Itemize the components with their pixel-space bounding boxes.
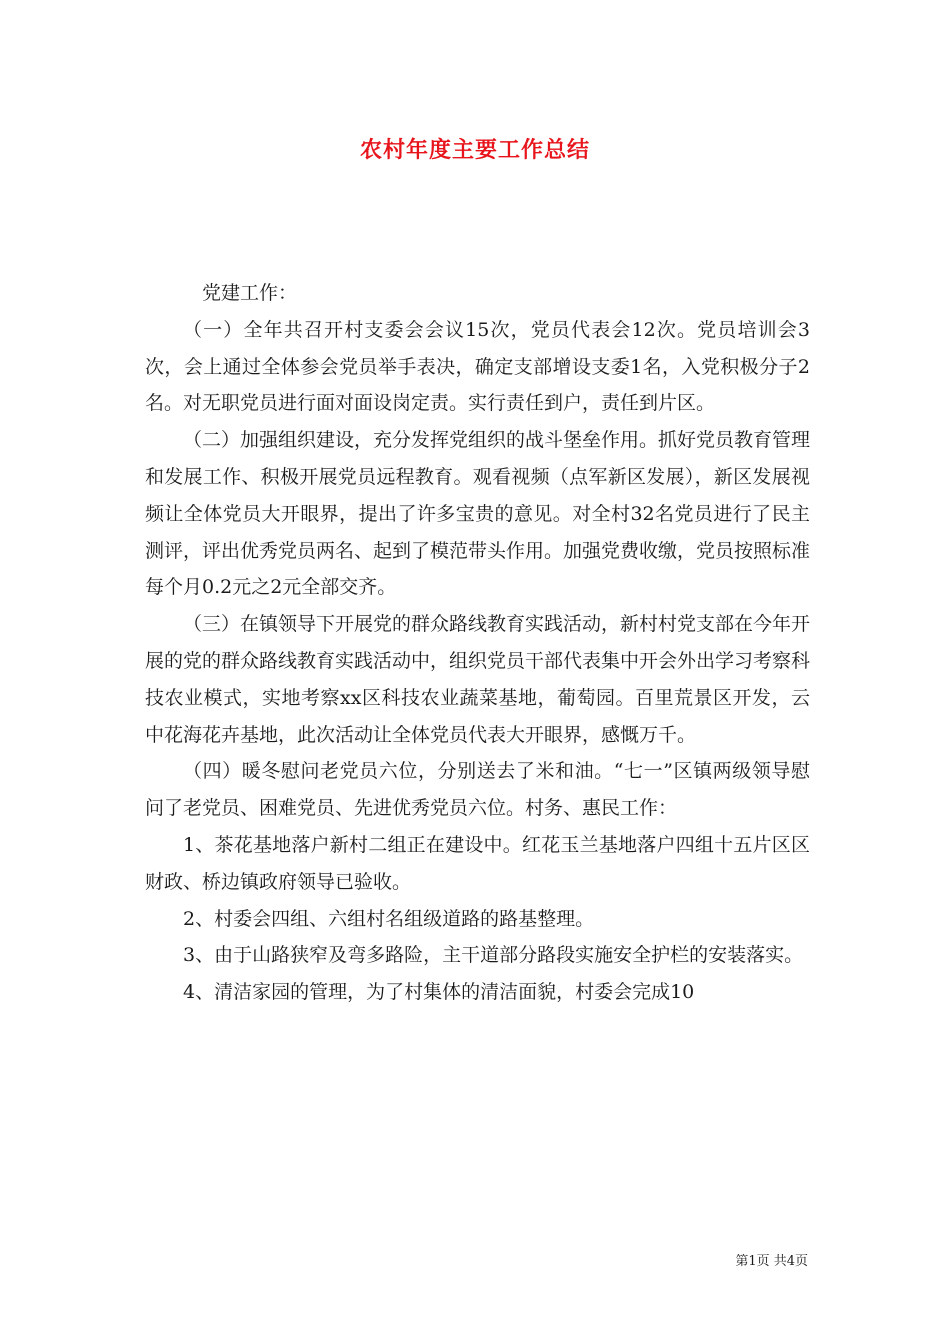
paragraph-4: （四）暖冬慰问老党员六位，分别送去了米和油。“七一”区镇两级领导慰问了老党员、困难党员、先进优秀党员六位。村务、惠民工作： [145,760,810,820]
document-title: 农村年度主要工作总结 [359,137,590,163]
list-item-2: 2、村委会四组、六组村名组级道路的路基整理。 [183,907,595,930]
list-item-3: 3、由于山路狭窄及弯多路险，主干道部分路段实施安全护栏的安装落实。 [183,944,804,967]
paragraph-1: （一）全年共召开村支委会会议15次，党员代表会12次。党员培训会3次，会上通过全体参会党员举手表决，确定支部增设支委1名，入党积极分子2名。对无职党员进行面对面设岗定责。实行责任到户，责任到片区。 [145,318,810,415]
page-number-footer: 第1页 共4页 [735,1254,808,1269]
list-item-1: 1、茶花基地落户新村二组正在建设中。红花玉兰基地落户四组十五片区区财政、桥边镇政府领导已验收。 [145,833,810,893]
paragraph-2: （二）加强组织建设，充分发挥党组织的战斗堡垒作用。抓好党员教育管理和发展工作、积极开展党员远程教育。观看视频（点军新区发展），新区发展视频让全体党员大开眼界，提出了许多宝贵的意见。对全村32名党员进行了民主测评，评出优秀党员两名、起到了模范带头作用。加强党费收缴，党员按照标准每个月0.2元之2元全部交齐。 [145,429,811,599]
document-body [145,275,810,1011]
list-item-4: 4、清洁家园的管理，为了村集体的清洁面貌，村委会完成10 [183,981,695,1004]
section-heading-party-building: 党建工作： [202,282,298,304]
paragraph-3: （三）在镇领导下开展党的群众路线教育实践活动，新村村党支部在今年开展的党的群众路线教育实践活动中，组织党员干部代表集中开会外出学习考察科技农业模式，实地考察xx区科技农业蔬菜基地，葡萄园。百里荒景区开发，云中花海花卉基地，此次活动让全体党员代表大开眼界，感慨万千。 [145,613,811,746]
